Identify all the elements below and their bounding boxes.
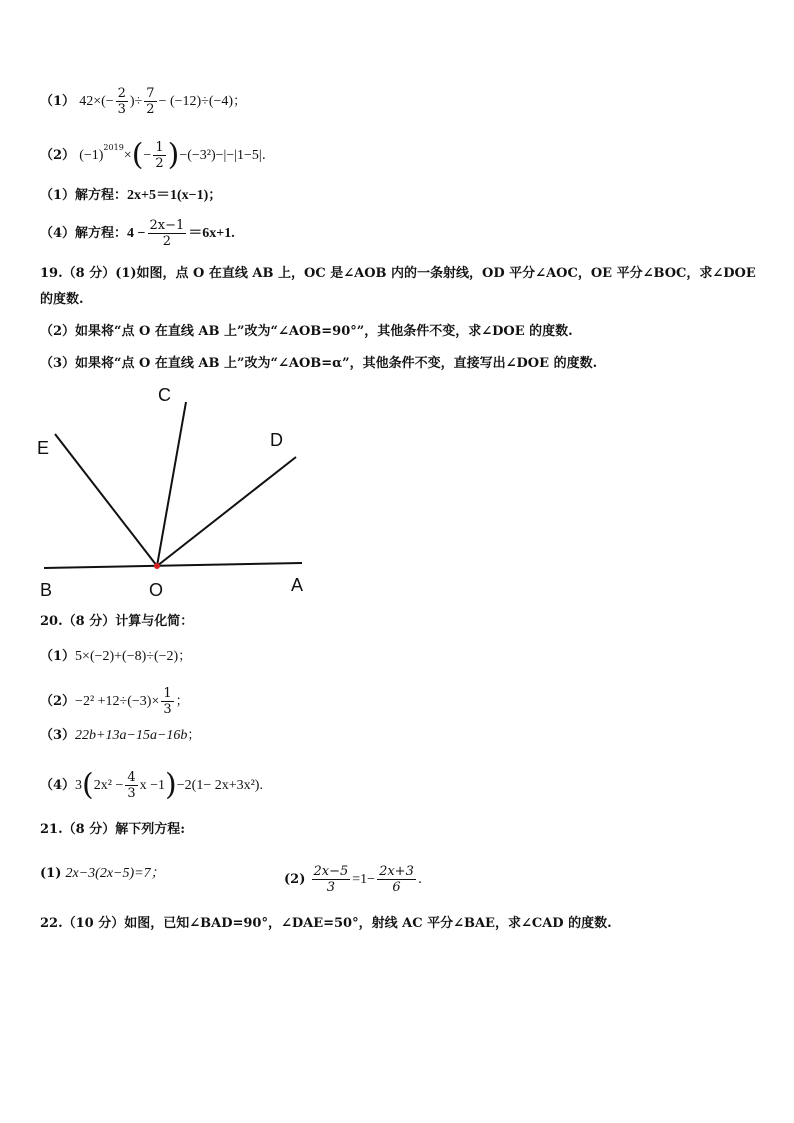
ray-od: [157, 457, 296, 566]
point-o: [154, 563, 160, 569]
label-c: C: [158, 385, 171, 405]
q19-line3: （2）如果将“点 O 在直线 AB 上”改为“∠AOB=90°”，其他条件不变，求∠DOE 的度数.: [40, 324, 573, 339]
q20-title: 20.（8 分）计算与化简：: [40, 614, 194, 629]
q22-text: 22.（10 分）如图，已知∠BAD=90°，∠DAE=50°，射线 AC 平分∠BAE，求∠CAD 的度数.: [40, 916, 612, 931]
fraction: $\frac{2x-5}{3}$: [313, 864, 349, 895]
q18-part2: （2） $(-1)^{2019}\times(-$ $\frac{1}{2}$ )−(−3²)−|−|1−5|.: [40, 137, 266, 173]
fraction: $\frac{7}{2}$: [146, 86, 155, 117]
q20-part4: （4）3(2x² − $\frac{4}{3}$ x −1)−2(1− 2x+3x²).: [40, 767, 263, 803]
q18-part3: （1）解方程：2x+5＝1(x−1)；: [40, 188, 222, 203]
fraction: $\frac{2x+3}{6}$: [379, 864, 414, 895]
label-e: E: [37, 438, 50, 458]
line-ab: [44, 563, 302, 568]
fraction: $\frac{2x-1}{2}$: [149, 218, 185, 249]
q18-part1: （1） 42×(− $\frac{2}{3}$ )÷ $\frac{7}{2}$ − (−12)÷(−4)；: [40, 86, 247, 117]
q19-line4: （3）如果将“点 O 在直线 AB 上”改为“∠AOB=α”，其他条件不变，直接写出∠DOE 的度数.: [40, 356, 598, 371]
fraction: $\frac{2}{3}$: [117, 86, 126, 117]
label-b: B: [40, 580, 53, 600]
ray-oc: [157, 402, 186, 566]
q20-part1: （1）5×(−2)+(−8)÷(−2)；: [40, 649, 192, 664]
q21-part2: (2) $\frac{2x-5}{3}$ =1− $\frac{2x+3}{6}$ .: [284, 864, 422, 895]
label-o: O: [149, 580, 164, 600]
q20-part2: （2）−2² +12÷(−3)× $\frac{1}{3}$ ；: [40, 686, 189, 717]
q18-part4: （4）解方程：4 − $\frac{2x-1}{2}$ ＝6x+1.: [40, 218, 235, 249]
q21-part1: (1) 2x−3(2x−5)=7；: [40, 866, 165, 881]
geometry-figure: [30, 380, 330, 600]
ray-oe: [55, 434, 157, 566]
q21-title: 21.（8 分）解下列方程:: [40, 822, 185, 837]
q20-part3: （3）22b+13a−15a−16b；: [40, 728, 201, 743]
fraction: $\frac{4}{3}$: [127, 770, 136, 801]
label-a: A: [291, 575, 304, 595]
q19-line2: 的度数.: [40, 292, 84, 307]
q19-line1: 19.（8 分）(1)如图，点 O 在直线 AB 上，OC 是∠AOB 内的一条射线，OD 平分∠AOC，OE 平分∠BOC，求∠DOE: [40, 266, 756, 281]
fraction: $\frac{1}{3}$: [163, 686, 172, 717]
label-d: D: [270, 430, 283, 450]
fraction: $\frac{1}{2}$: [155, 140, 164, 171]
